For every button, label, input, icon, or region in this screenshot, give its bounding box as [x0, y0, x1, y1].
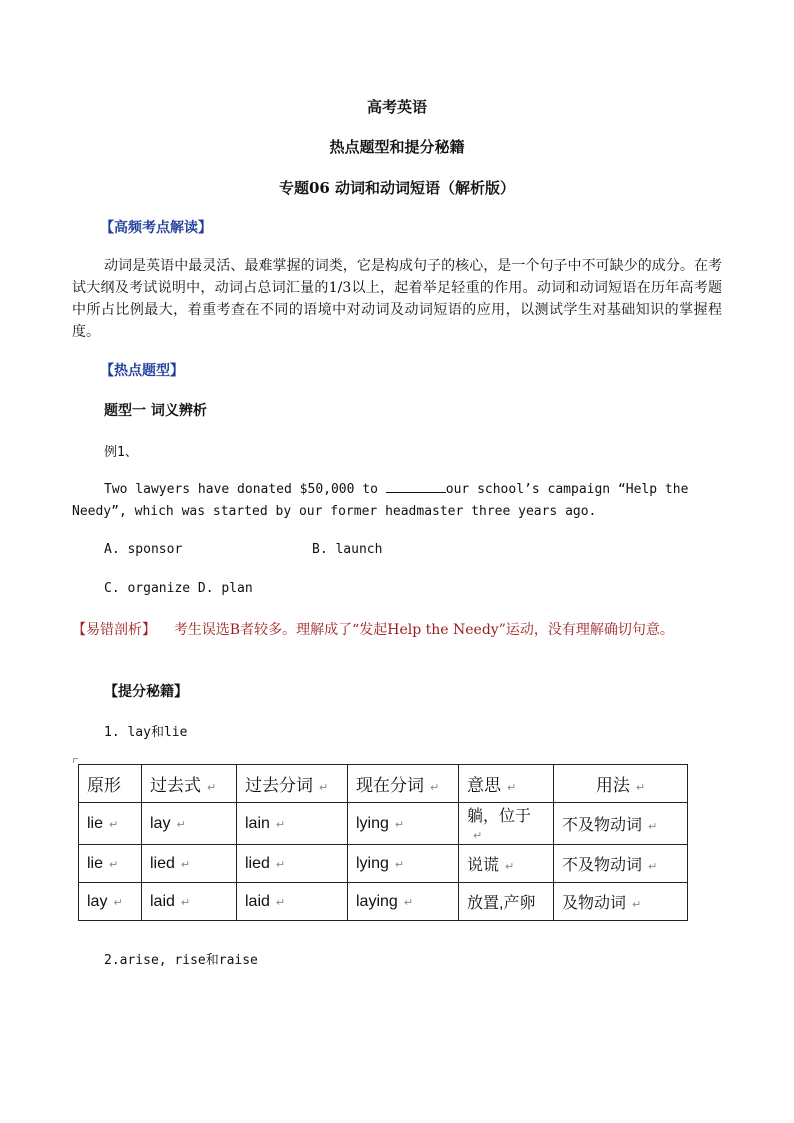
intro-paragraph: 动词是英语中最灵活、最难掌握的词类，它是构成句子的核心，是一个句子中不可缺少的成分。在考试大纲及考试说明中，动词占总词汇量的1/3以上，起着举足轻重的作用。动词和动词短语在历年高考题中所占比例最大，着重考查在不同的语境中对动词及动词短语的应用，以测试学生对基础知识的掌握程度。 [72, 258, 722, 340]
table-cell: lie ↵ [79, 845, 142, 883]
question-type-title: 题型一 词义辨析 [104, 403, 207, 419]
table-cell: 不及物动词 ↵ [554, 803, 688, 845]
example-question [72, 479, 722, 523]
option-c-d: C. organize D. plan [104, 581, 253, 596]
lay-lie-table [78, 764, 688, 921]
section-header-high-frequency: 【高频考点解读】 [100, 220, 212, 236]
table-header-cell: 过去式 ↵ [142, 765, 237, 803]
doc-title: 高考英语 [366, 98, 427, 116]
table-cell: lying ↵ [348, 845, 459, 883]
table-cell: 说谎 ↵ [459, 845, 554, 883]
table-cell: lied ↵ [237, 845, 348, 883]
table-cell: laid ↵ [237, 883, 348, 921]
table-row [79, 883, 688, 921]
table-cell: lied ↵ [142, 845, 237, 883]
tip-item-arise-rise-raise: 2.arise, rise和raise [104, 953, 258, 968]
table-cell: lay ↵ [79, 883, 142, 921]
section-header-tips: 【提分秘籍】 [104, 684, 188, 700]
section-header-hot-types: 【热点题型】 [100, 363, 184, 379]
table-cell: lie ↵ [79, 803, 142, 845]
table-header-cell: 原形 [79, 765, 142, 803]
question-text-start: Two lawyers have donated $50,000 to [104, 482, 386, 497]
error-analysis-label: 【易错剖析】 [72, 622, 156, 638]
table-row [79, 803, 688, 845]
table-header-cell: 过去分词 ↵ [237, 765, 348, 803]
doc-subtitle: 热点题型和提分秘籍 [329, 138, 465, 156]
table-cell: 放置,产卵 [459, 883, 554, 921]
table-cell: 躺，位于↵ [459, 803, 554, 845]
table-cell: 不及物动词 ↵ [554, 845, 688, 883]
table-header-cell: 用法 ↵ [554, 765, 688, 803]
option-b: B. launch [312, 542, 383, 557]
error-analysis-text: 考生误选B者较多。理解成了“发起Help the Needy”运动，没有理解确切句意。 [173, 622, 674, 638]
table-row [79, 845, 688, 883]
table-cell: lay ↵ [142, 803, 237, 845]
table-cell: laying ↵ [348, 883, 459, 921]
table-cell: lain ↵ [237, 803, 348, 845]
table-cell: 及物动词 ↵ [554, 883, 688, 921]
table-header-cell: 意思 ↵ [459, 765, 554, 803]
option-a: A. sponsor [104, 542, 183, 557]
error-analysis [72, 619, 722, 641]
table-header-cell: 现在分词 ↵ [348, 765, 459, 803]
table-corner-mark [73, 758, 78, 763]
question-text-end: our school’s campaign “Help the Needy”, which was started by our former headmaster three years ago. [72, 482, 689, 519]
table-cell: lying ↵ [348, 803, 459, 845]
tip-item-lay-lie: 1. lay和lie [104, 725, 188, 740]
example-label: 例1、 [104, 445, 138, 460]
table-header-row [79, 765, 688, 803]
table-cell: laid ↵ [142, 883, 237, 921]
topic-title: 专题06 动词和动词短语（解析版） [278, 179, 516, 197]
answer-blank [386, 480, 446, 493]
